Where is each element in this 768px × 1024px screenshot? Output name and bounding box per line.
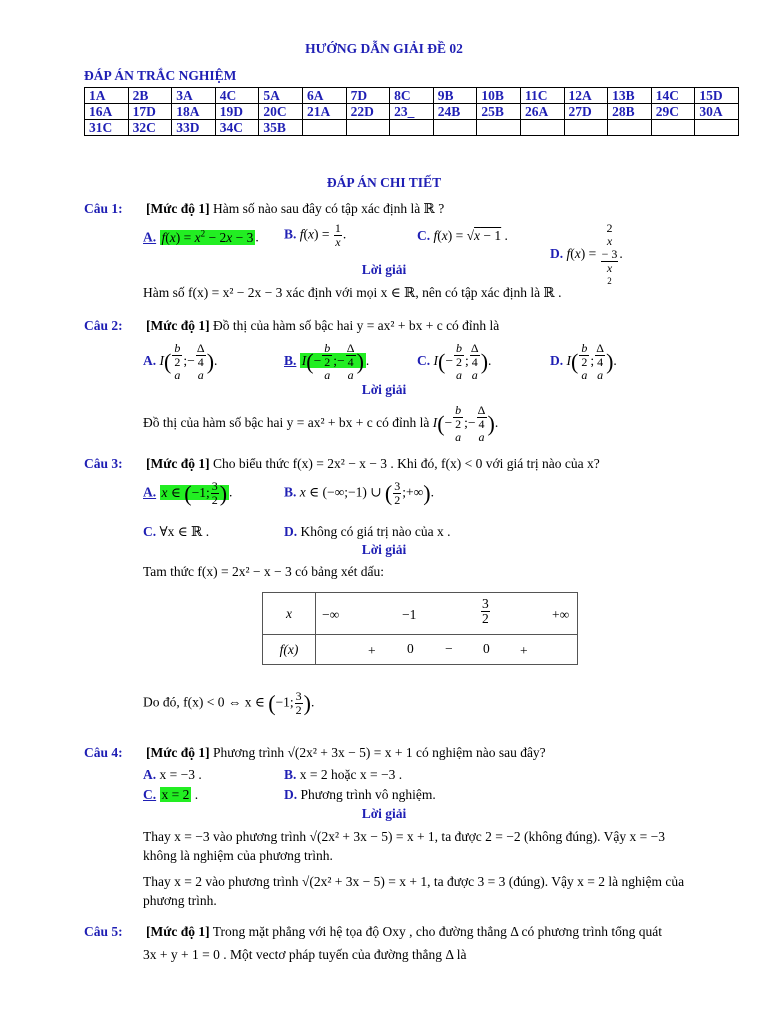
q2-option-b: B. I(− b 2 a ;− Δ 4 a ) . [284, 341, 370, 382]
q3-option-b: B. x ∈ (−∞;−1) ∪ ( $\frac{3}{2}$ ;+∞). [284, 479, 434, 507]
q4-solution: Thay x = −3 vào phương trình √(2x² + 3x − 5) = x + 1, ta được 2 = −2 (không đúng). Vậy x = −3 không là nghiệm của phương trình. Thay x = 2 vào phương trình √(2x² + 3x − 5) = x + 1, ta được 3 = 3 (đúng). Vậy x = 2 là nghiệm của phương trình. [143, 829, 685, 908]
q1-option-d: D. f(x) = 2 x − 3 x 2 . [550, 221, 623, 286]
answer-key-row [85, 120, 739, 136]
solution-heading: Lời giải [361, 542, 407, 557]
answer-cell [390, 120, 434, 136]
answer-cell: 22D [346, 104, 390, 120]
sign-cell: + [520, 643, 528, 658]
question-4: Câu 4: [Mức độ 1] Phương trình √(2x² + 3x − 5) = x + 1 có nghiệm nào sau đây? [84, 745, 546, 760]
q2-solution: Đồ thị của hàm số bậc hai y = ax² + bx + c có đỉnh là I(− b 2 a ;− Δ 4 a ). [143, 403, 499, 444]
answer-cell: 30A [695, 104, 739, 120]
answer-cell: 29C [651, 104, 695, 120]
answer-cell [520, 120, 564, 136]
level-tag: [Mức độ 1] [146, 201, 210, 216]
answer-cell [651, 120, 695, 136]
q3-conclusion: Do đó, f(x) < 0 ⇔ x ∈ (−1; $\frac{3}{2}$ ). [143, 689, 315, 717]
answer-cell [346, 120, 390, 136]
sign-cell: − [445, 641, 453, 656]
q3-option-c: C. ∀x ∈ ℝ . [143, 524, 210, 539]
solution-heading: Lời giải [361, 262, 407, 277]
answer-cell: 21A [302, 104, 346, 120]
answer-cell: 28B [608, 104, 652, 120]
answer-cell: 3A [172, 88, 216, 104]
q2-option-a: A. I( b 2 a ;− Δ 4 a ). [143, 341, 218, 382]
answer-cell: 18A [172, 104, 216, 120]
answer-cell: 10B [477, 88, 521, 104]
answer-cell: 7D [346, 88, 390, 104]
answer-cell: 11C [520, 88, 564, 104]
sign-table-f-label: f(x) [263, 635, 316, 665]
sign-cell: + [368, 643, 376, 658]
answer-cell: 34C [215, 120, 259, 136]
answer-cell: 19D [215, 104, 259, 120]
answer-cell: 16A [85, 104, 129, 120]
sign-table-x-row: −∞ −1 3 2 +∞ [316, 593, 578, 635]
question-label: Câu 1: [84, 201, 123, 216]
answer-key-table [84, 87, 739, 136]
answer-cell: 15D [695, 88, 739, 104]
solution-heading: Lời giải [361, 806, 407, 821]
answer-cell [608, 120, 652, 136]
question-2: Câu 2: [Mức độ 1] Đồ thị của hàm số bậc hai y = ax² + bx + c có đỉnh là [84, 318, 500, 333]
sign-cell: 0 [483, 641, 490, 656]
answer-cell: 35B [259, 120, 303, 136]
answer-cell [433, 120, 477, 136]
solution-heading: Lời giải [361, 382, 407, 397]
question-text: Hàm số nào sau đây có tập xác định là ℝ ? [212, 201, 445, 216]
answer-key-row [85, 88, 739, 104]
q2-option-c: C. I(− b 2 a ; Δ 4 a ). [417, 341, 492, 382]
answer-cell [564, 120, 608, 136]
answer-cell: 20C [259, 104, 303, 120]
answer-cell: 31C [85, 120, 129, 136]
q3-solution: Tam thức f(x) = 2x² − x − 3 có bảng xét dấu: [143, 564, 384, 579]
answer-cell: 26A [520, 104, 564, 120]
answer-cell: 4C [215, 88, 259, 104]
answer-cell: 32C [128, 120, 172, 136]
detail-heading: ĐÁP ÁN CHI TIẾT [326, 175, 442, 190]
sign-cell: 0 [407, 641, 414, 656]
q4-option-b: B. x = 2 hoặc x = −3 . [284, 767, 403, 782]
q4-option-c: C. x = 2 . [143, 787, 199, 802]
q1-solution: Hàm số f(x) = x² − 2x − 3 xác định với mọi x ∈ ℝ, nên có tập xác định là ℝ . [143, 285, 562, 300]
q3-option-d: D. Không có giá trị nào của x . [284, 524, 451, 539]
q2-option-d: D. I( b 2 a ; Δ 4 a ). [550, 341, 617, 382]
q1-option-b: B. f(x) = $\frac{1}{x}$ . [284, 221, 347, 249]
page-title: HƯỚNG DẪN GIẢI ĐỀ 02 [305, 41, 463, 56]
q4-option-d: D. Phương trình vô nghiệm. [284, 787, 436, 802]
answer-cell: 23_ [390, 104, 434, 120]
answer-cell: 14C [651, 88, 695, 104]
answer-cell: 17D [128, 104, 172, 120]
q5-text-line2: 3x + y + 1 = 0 . Một vectơ pháp tuyến của đường thẳng Δ là [143, 947, 467, 962]
answer-cell: 8C [390, 88, 434, 104]
question-5: Câu 5: [Mức độ 1] Trong mặt phẳng với hệ tọa độ Oxy , cho đường thẳng Δ có phương trình tổng quát [84, 924, 662, 939]
question-1 [84, 201, 444, 217]
answer-cell: 1A [85, 88, 129, 104]
answer-key-row [85, 104, 739, 120]
mc-heading: ĐÁP ÁN TRẮC NGHIỆM [84, 68, 237, 83]
answer-cell [695, 120, 739, 136]
answer-cell: 9B [433, 88, 477, 104]
q4-option-a: A. x = −3 . [143, 767, 202, 782]
answer-cell: 27D [564, 104, 608, 120]
root-fraction: 3 2 [482, 596, 489, 626]
sign-table [262, 592, 578, 665]
answer-cell: 5A [259, 88, 303, 104]
answer-cell: 33D [172, 120, 216, 136]
question-3: Câu 3: [Mức độ 1] Cho biểu thức f(x) = 2x² − x − 3 . Khi đó, f(x) < 0 với giá trị nào của x? [84, 456, 600, 471]
sign-table-f-row [316, 635, 578, 665]
answer-cell [477, 120, 521, 136]
answer-cell: 13B [608, 88, 652, 104]
answer-cell: 6A [302, 88, 346, 104]
answer-cell [302, 120, 346, 136]
q1-option-c: C. f(x) = √x − 1 . [417, 228, 508, 243]
answer-cell: 12A [564, 88, 608, 104]
answer-cell: 2B [128, 88, 172, 104]
sign-table-x-label: x [263, 593, 316, 635]
answer-cell: 25B [477, 104, 521, 120]
q3-option-a: A. x ∈ (−1; $\frac{3}{2}$ ) . [143, 479, 233, 507]
answer-cell: 24B [433, 104, 477, 120]
q1-option-a: A. $f(x) = x^2 - 2x - 3$ . [143, 228, 259, 245]
